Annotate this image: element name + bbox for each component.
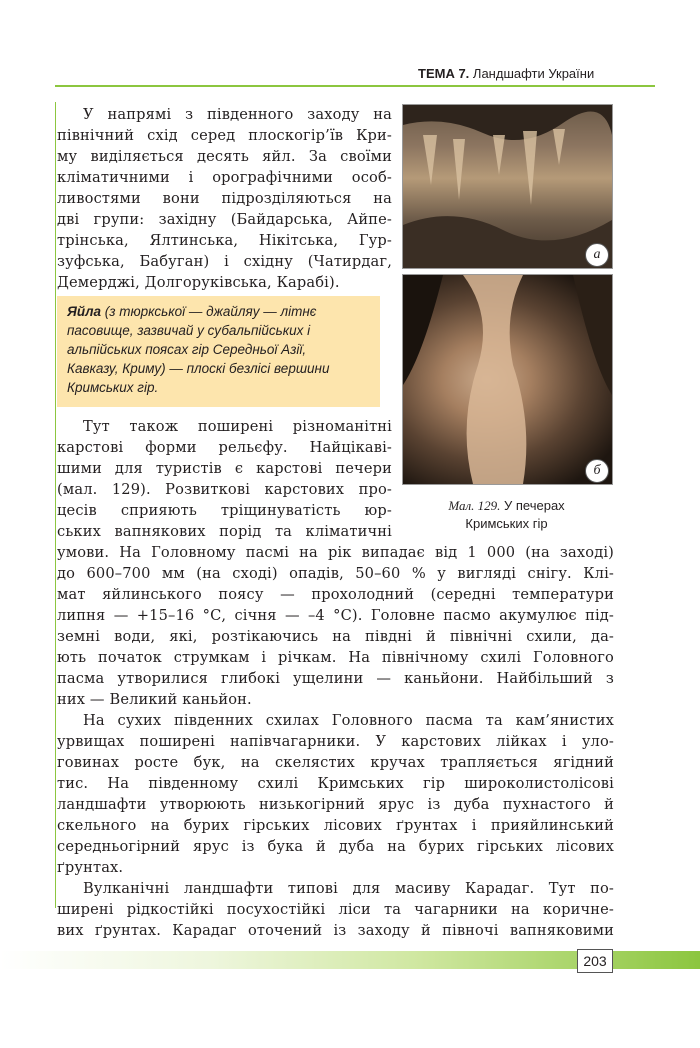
stalactite-illustration: [403, 105, 612, 268]
text-line: скельного на бурих гірських лісових ґрунтах і прияйлинський: [57, 817, 614, 834]
text-line: цесів сприяють тріщинуватість юр-: [57, 502, 392, 519]
margin-rule: [55, 102, 56, 908]
caption-text: Кримських гір: [465, 516, 548, 531]
text-line: кліматичними і орографічними особ-: [57, 169, 392, 186]
photo-label-b: б: [585, 459, 609, 483]
text-line: земні води, які, розтікаючись на півдні й північні схили, да-: [57, 628, 614, 645]
text-line: зуфська, Бабуган) і східну (Чатирдаг,: [57, 253, 392, 270]
running-header: [418, 66, 594, 81]
definition-text: Кримських гір.: [67, 380, 159, 395]
text-line: до 600–700 мм (на сході) опадів, 50–60 % у вигляді снігу. Клі-: [57, 565, 614, 582]
theme-title: Ландшафти України: [472, 66, 595, 81]
text-line: ливостями вони підрозділяються на: [57, 190, 392, 207]
text-line: мат яйлинського поясу — прохолодний (середні температури: [57, 586, 614, 603]
text-line: умови. На Головному пасмі на рік випадає від 1 000 (на заході): [57, 544, 614, 561]
text-line: липня — +15–16 °С, січня — –4 °С). Головне пасмо акумулює під-: [57, 607, 614, 624]
cave-photo-b: [402, 274, 613, 485]
text-line: му виділяється десять яйл. За своїми: [57, 148, 392, 165]
text-line: ють початок струмкам і річкам. На північному схилі Головного: [57, 649, 614, 666]
text-line: північний схід серед плоскогір’їв Кри-: [57, 127, 392, 144]
definition-box: [57, 296, 380, 407]
text-line: (мал. 129). Розвиткові карстових про-: [57, 481, 392, 498]
definition-text: (з тюркської — джайляу — літнє: [101, 304, 317, 319]
photo-label-a: а: [585, 243, 609, 267]
text-line: ських вапнякових порід та кліматичні: [57, 523, 392, 540]
theme-label: ТЕМА 7.: [418, 66, 470, 81]
definition-first-line: [67, 302, 370, 321]
text-line: вих ґрунтах. Карадаг оточений із заходу й півночі вапняковими: [57, 922, 614, 939]
text-line: Демерджі, Долгоруківська, Карабі).: [57, 274, 340, 291]
text-line: пасма утворилися глибокі ущелини — каньйони. Найбільший з: [57, 670, 614, 687]
stalagmite-column-illustration: [403, 275, 612, 484]
text-line: тис. На південному схилі Кримських гір широколистолісові: [57, 775, 614, 792]
text-line: урвищах поширені напівчагарники. У карстових лійках і уло-: [57, 733, 614, 750]
text-line: трінська, Ялтинська, Нікітська, Гур-: [57, 232, 392, 249]
text-line: ґрунтах.: [57, 859, 124, 876]
header-rule: [55, 85, 655, 87]
text-line: У напрямі з південного заходу на: [83, 106, 392, 123]
page-number: 203: [577, 949, 613, 973]
caption-ref: Мал. 129.: [448, 498, 501, 513]
definition-text: пасовище, зазвичай у субальпійських і: [67, 323, 311, 338]
figure-caption: [402, 497, 611, 533]
text-line: Вулканічні ландшафти типові для масиву Карадаг. Тут по-: [83, 880, 614, 897]
text-line: середньогірний ярус із бука й дуба на бурих гірських лісових: [57, 838, 614, 855]
text-line: ландшафти утворюють низькогірний ярус із дуба пухнастого й: [57, 796, 614, 813]
text-line: дві групи: західну (Байдарська, Айпе-: [57, 211, 392, 228]
text-line: Тут також поширені різноманітні: [83, 418, 392, 435]
text-line: ширені рідкостійкі посухостійкі ліси та чагарники на коричне-: [57, 901, 614, 918]
definition-text: альпійських поясах гір Середньої Азії,: [67, 342, 307, 357]
definition-term: Яйла: [67, 304, 101, 319]
caption-text: У печерах: [500, 498, 565, 513]
text-line: говинах росте бук, на скелястих кручах трапляється ягідний: [57, 754, 614, 771]
text-line: На сухих південних схилах Головного пасма та кам’янистих: [83, 712, 614, 729]
text-line: шими для туристів є карстові печери: [57, 460, 392, 477]
cave-photo-a: [402, 104, 613, 269]
definition-text: Кавказу, Криму) — плоскі безлісі вершини: [67, 361, 330, 376]
text-line: карстові форми рельєфу. Найцікаві-: [57, 439, 392, 456]
text-line: них — Великий каньйон.: [57, 691, 252, 708]
